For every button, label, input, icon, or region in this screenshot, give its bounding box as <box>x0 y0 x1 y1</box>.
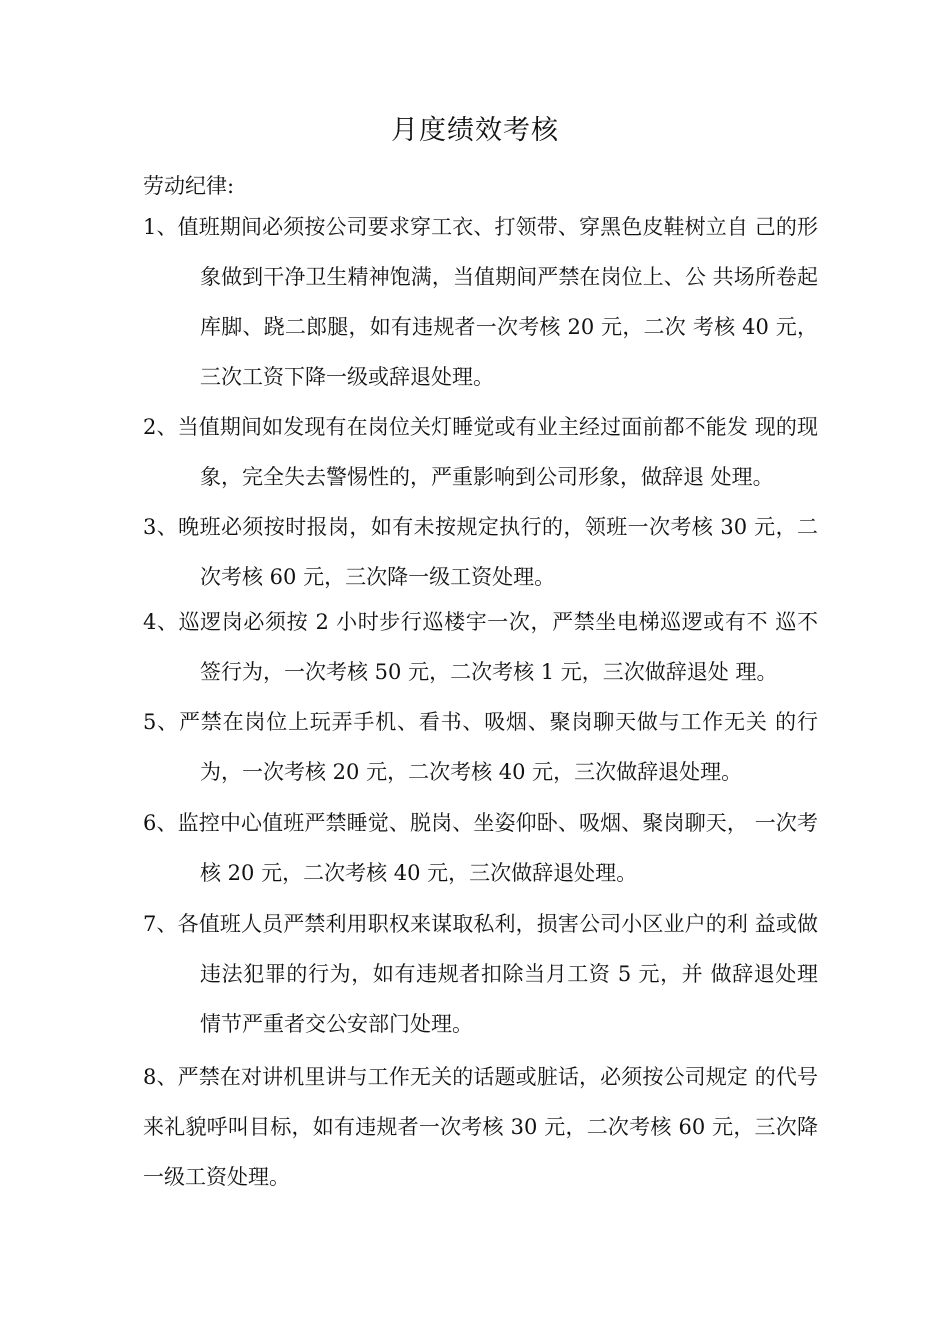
list-item: 2、当值期间如发现有在岗位关灯睡觉或有业主经过面前都不能发 现的现象，完全失去警惕性的，严重影响到公司形象，做辞退 处理。 <box>143 415 818 489</box>
list-item: 7、各值班人员严禁利用职权来谋取私利，损害公司小区业户的利 益或做违法犯罪的行为，如有违规者扣除当月工资 5 元，并 做辞退处理情节严重者交公安部门处理。 <box>143 912 818 1036</box>
list-item: 1、值班期间必须按公司要求穿工衣、打领带、穿黑色皮鞋树立自 己的形象做到干净卫生精神饱满，当值期间严禁在岗位上、公 共场所卷起库脚、跷二郎腿，如有违规者一次考核 20 元，二次 考核 40 元，三次工资下降一级或辞退处理。 <box>143 215 818 389</box>
section-label: 劳动纪律: <box>143 174 235 198</box>
list-item: 4、巡逻岗必须按 2 小时步行巡楼宇一次，严禁坐电梯巡逻或有不 巡不签行为，一次考核 50 元，二次考核 1 元，三次做辞退处 理。 <box>143 610 818 684</box>
list-item: 3、晚班必须按时报岗，如有未按规定执行的，领班一次考核 30 元，二次考核 60 元，三次降一级工资处理。 <box>143 515 818 589</box>
list-item: 8、严禁在对讲机里讲与工作无关的话题或脏话，必须按公司规定 的代号来礼貌呼叫目标，如有违规者一次考核 30 元，二次考核 60 元，三次降一级工资处理。 <box>143 1065 818 1189</box>
page-title: 月度绩效考核 <box>391 115 559 146</box>
list-item: 6、监控中心值班严禁睡觉、脱岗、坐姿仰卧、吸烟、聚岗聊天， 一次考核 20 元，二次考核 40 元，三次做辞退处理。 <box>143 811 818 885</box>
list-item: 5、严禁在岗位上玩弄手机、看书、吸烟、聚岗聊天做与工作无关 的行为，一次考核 20 元，二次考核 40 元，三次做辞退处理。 <box>143 710 818 784</box>
